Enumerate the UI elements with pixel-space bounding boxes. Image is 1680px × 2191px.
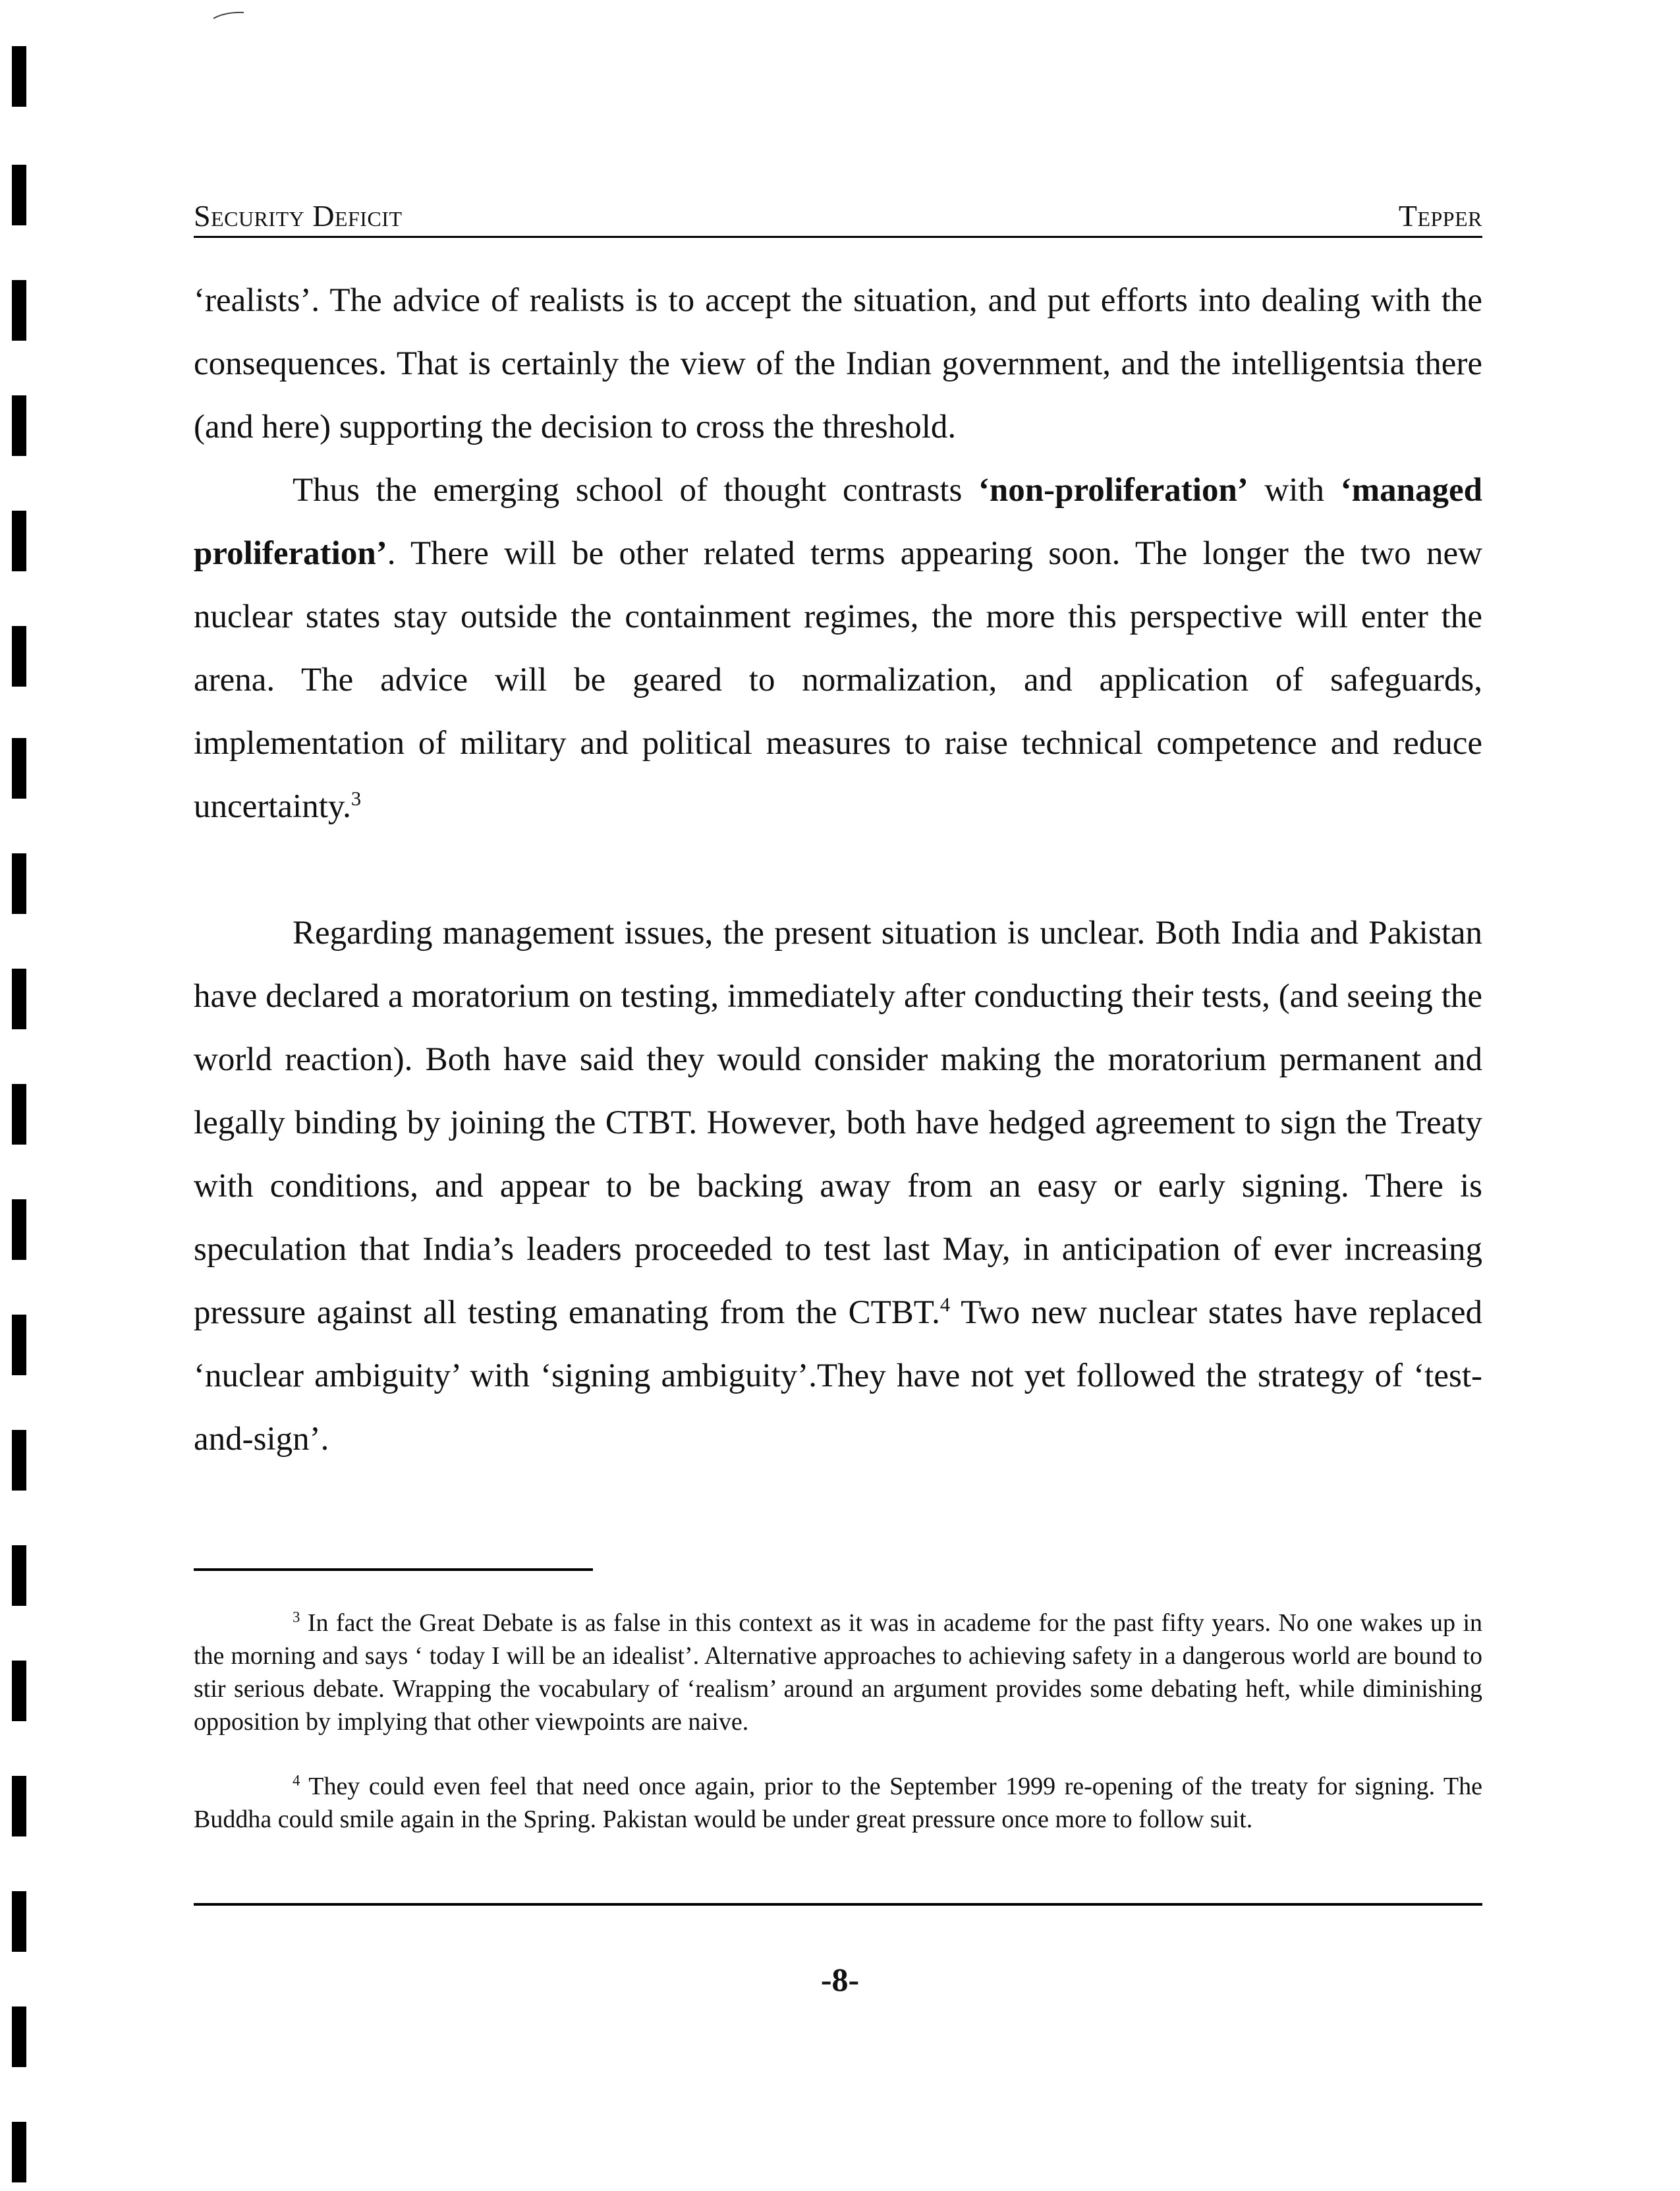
header-title: Security Deficit [194, 199, 403, 233]
footnote [194, 1770, 1482, 1836]
text-run: Regarding management issues, the present situation is unclear. Both India and Pakistan have declared a moratorium on testing, immediately after conducting their tests, (and seeing the world reaction). Both have said they would consider making the moratorium permanent and legally binding by joining the CTBT. However, both have hedged agreement to sign the Treaty with conditions, and appear to be backing away from an easy or early signing. There is speculation that India’s leaders proceeded to test last May, in anticipation of ever increasing pressure against all testing emanating from the CTBT. [194, 915, 1482, 1331]
binding-mark [12, 1661, 26, 1721]
footnote-separator [194, 1568, 593, 1571]
footnote-ref: 4 [939, 1294, 951, 1316]
paragraph [194, 901, 1482, 1471]
paragraph [194, 459, 1482, 838]
binding-mark [12, 853, 26, 914]
binding-mark [12, 280, 26, 341]
bold-term: ‘non-proliferation’ [978, 472, 1248, 509]
binding-mark [12, 46, 26, 107]
binding-mark [12, 1891, 26, 1952]
binding-mark [12, 1315, 26, 1375]
binding-mark [12, 1776, 26, 1836]
footnote-number: 3 [293, 1608, 300, 1626]
paragraph-gap [194, 838, 1482, 901]
footnote-number: 4 [293, 1772, 300, 1789]
binding-mark [12, 1545, 26, 1606]
pen-scribble-mark [212, 11, 245, 20]
paragraph: ‘realists’. The advice of realists is to accept the situation, and put efforts into dealing with the consequences. That is certainly the view of the Indian government, and the intelligentsia there (and here) supporting the decision to cross the threshold. [194, 282, 1482, 445]
bold-term: ‘managed proliferation’ [194, 472, 1483, 572]
header-author: Tepper [1398, 199, 1482, 233]
text-run: . There will be other related terms appearing soon. The longer the two new nuclear states stay outside the containment regimes, the more this perspective will enter the arena. The advice will be geared to normalization, and application of safeguards, implementation of military and political measures to raise technical competence and reduce uncertainty. [194, 535, 1482, 825]
footnote-text: In fact the Great Debate is as false in this context as it was in academe for the past fifty years. No one wakes up in the morning and says ‘ today I will be an idealist’. Alternative approaches to achieving safety in a dangerous world are bound to stir serious debate. Wrapping the vocabulary of ‘realism’ around an argument provides some debating heft, while diminishing opposition by implying that other viewpoints are naive. [194, 1609, 1482, 1736]
bottom-rule [194, 1903, 1482, 1906]
binding-mark [12, 395, 26, 456]
binding-mark [12, 165, 26, 225]
text-run: with [1248, 472, 1341, 509]
binding-mark [12, 511, 26, 571]
binding-mark [12, 1430, 26, 1491]
body-text [194, 269, 1482, 1471]
footnote [194, 1607, 1482, 1738]
binding-mark [12, 738, 26, 799]
text-run: Thus the emerging school of thought contrasts [293, 472, 978, 509]
footnote-ref: 3 [350, 787, 362, 810]
binding-mark [12, 969, 26, 1029]
footnote-text: They could even feel that need once again, prior to the September 1999 re-opening of the treaty for signing. The Buddha could smile again in the Spring. Pakistan would be under great pressure once more to follow suit. [194, 1773, 1482, 1833]
binding-mark [12, 2006, 26, 2067]
binding-mark [12, 1084, 26, 1145]
binding-mark [12, 1199, 26, 1260]
binding-mark [12, 626, 26, 687]
binding-mark [12, 2122, 26, 2182]
binding-marks [0, 0, 40, 2191]
running-header [194, 198, 1482, 238]
footnotes [194, 1607, 1482, 1867]
text-run: Two new nuclear states have replaced ‘nuclear ambiguity’ with ‘signing ambiguity’.They have not yet followed the strategy of ‘test-and-sign’. [194, 1294, 1482, 1458]
page-number: -8- [820, 1961, 860, 1998]
